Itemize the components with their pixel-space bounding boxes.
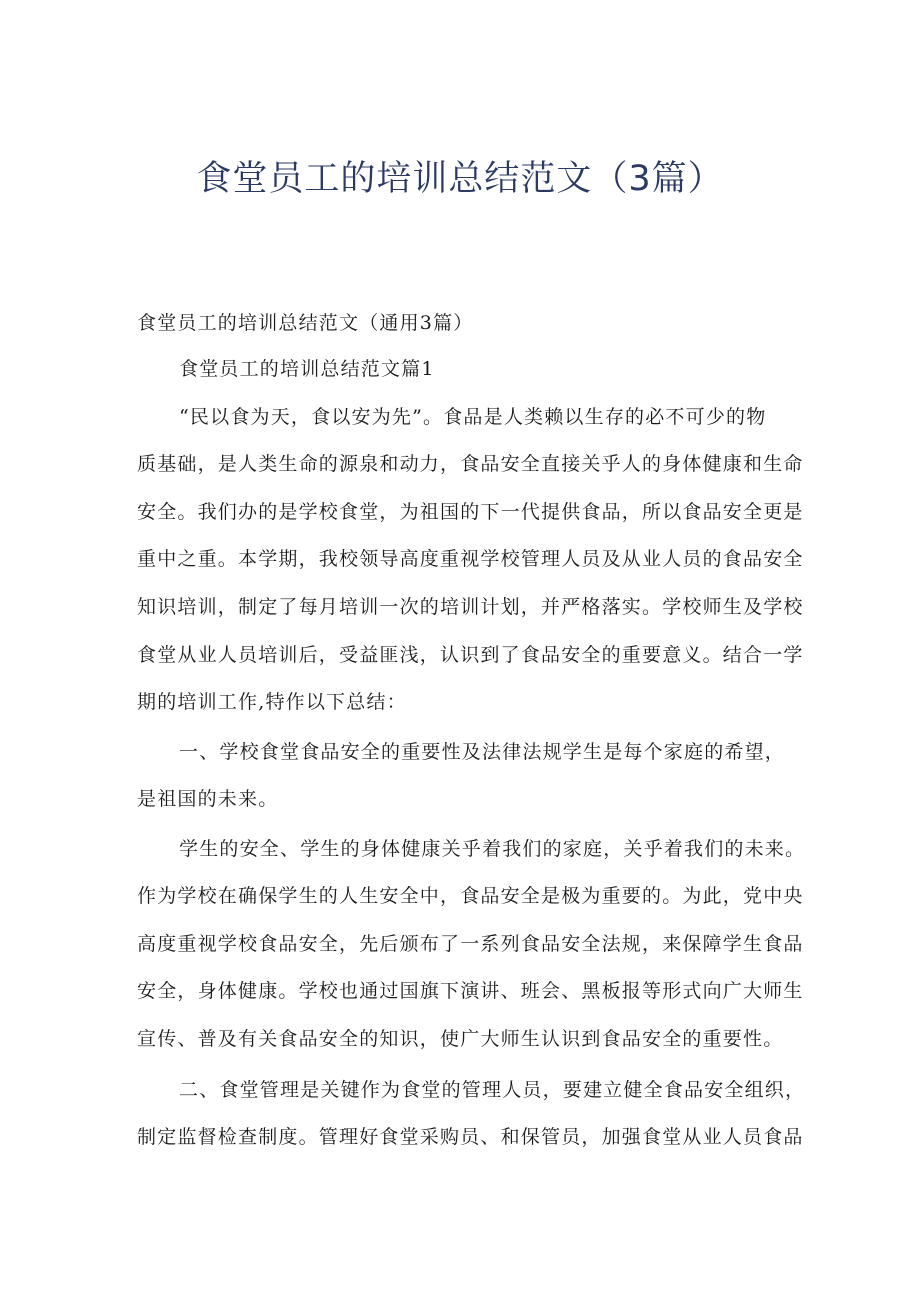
subtitle-line: 食堂员工的培训总结范文（通用3篇）	[137, 312, 474, 334]
paragraph-line: 一、学校食堂食品安全的重要性及法律法规学生是每个家庭的希望，	[179, 741, 786, 763]
paragraph-line: 作为学校在确保学生的人生安全中，食品安全是极为重要的。为此，党中央	[137, 885, 804, 907]
paragraph-line: 制定监督检查制度。管理好食堂采购员、和保管员，加强食堂从业人员食品	[137, 1126, 804, 1148]
document-title: 食堂员工的培训总结范文（3篇）	[196, 159, 724, 199]
paragraph-line: 期的培训工作,特作以下总结：	[137, 691, 407, 713]
paragraph-line: 重中之重。本学期，我校领导高度重视学校管理人员及从业人员的食品安全	[137, 548, 804, 570]
paragraph-line: 知识培训，制定了每月培训一次的培训计划，并严格落实。学校师生及学校	[137, 596, 804, 618]
paragraph-line: 宣传、普及有关食品安全的知识，使广大师生认识到食品安全的重要性。	[137, 1028, 784, 1050]
paragraph-line: 安全，身体健康。学校也通过国旗下演讲、班会、黑板报等形式向广大师生	[137, 980, 804, 1002]
section-heading: 食堂员工的培训总结范文篇1	[179, 358, 435, 380]
paragraph-line: 二、食堂管理是关键作为食堂的管理人员，要建立健全食品安全组织，	[179, 1079, 806, 1101]
paragraph-line: “民以食为天，食以安为先”。食品是人类赖以生存的必不可少的物	[179, 406, 767, 428]
paragraph-line: 高度重视学校食品安全，先后颁布了一系列食品安全法规，来保障学生食品	[137, 933, 804, 955]
paragraph-line: 学生的安全、学生的身体健康关乎着我们的家庭，关乎着我们的未来。	[179, 838, 806, 860]
paragraph-line: 安全。我们办的是学校食堂，为祖国的下一代提供食品，所以食品安全更是	[137, 501, 804, 523]
paragraph-line: 质基础，是人类生命的源泉和动力，食品安全直接关乎人的身体健康和生命	[137, 453, 804, 475]
paragraph-line: 食堂从业人员培训后，受益匪浅，认识到了食品安全的重要意义。结合一学	[137, 644, 804, 666]
paragraph-line: 是祖国的未来。	[137, 788, 279, 810]
